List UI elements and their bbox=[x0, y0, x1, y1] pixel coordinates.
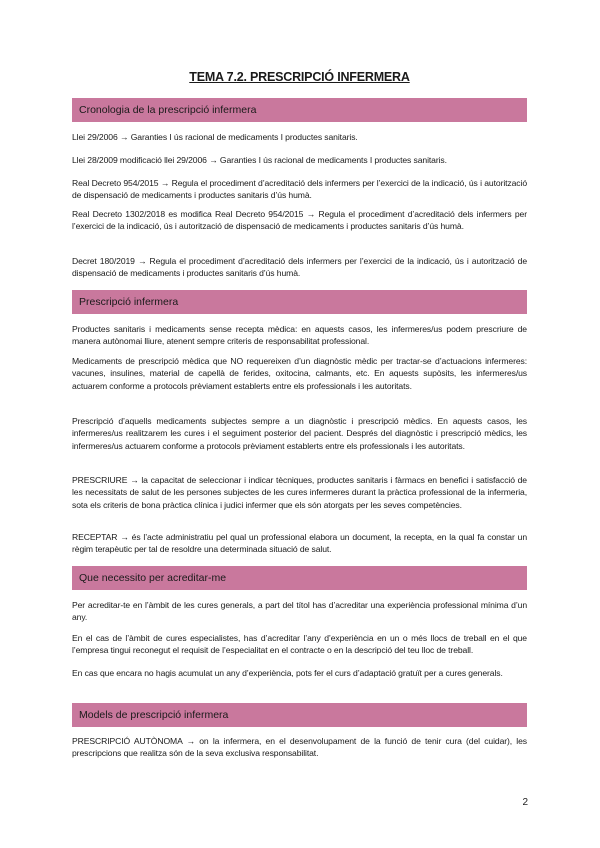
paragraph: Llei 29/2006 → Garanties I ús racional de medicaments I productes sanitaris. bbox=[72, 132, 358, 142]
paragraph: Real Decreto 954/2015 → Regula el procediment d’acreditació dels infermers per l’exercici de la indicació, ús i autorització de dispensació de medicaments i productes sanitaris d’ús humà. bbox=[72, 178, 527, 201]
paragraph: Decret 180/2019 → Regula el procediment d’acreditació dels infermers per l’exercici de la indicació, ús i autorització de dispensació de medicaments i productes sanitaris d’ús humà. bbox=[72, 256, 527, 279]
paragraph: Prescripció d’aquells medicaments subjectes sempre a un diagnòstic i prescripció mèdics. En aquests casos, les infermeres/us realitzarem les cures i el seguiment posterior del pacient. Després del diagnòstic i prescripció mèdics, les infermeres/us actuarem conforme a protocols prèviament establerts entre els professionals i les autoritats. bbox=[72, 416, 527, 451]
section-heading-cronologia: Cronologia de la prescripció infermera bbox=[72, 98, 527, 122]
section-heading-prescripcio: Prescripció infermera bbox=[72, 290, 527, 314]
paragraph: Llei 28/2009 modificació llei 29/2006 → Garanties I ús racional de medicaments I productes sanitaris. bbox=[72, 155, 447, 165]
paragraph: Per acreditar-te en l’àmbit de les cures generals, a part del títol has d’acreditar una experiència professional mínima d’un any. bbox=[72, 600, 527, 623]
paragraph: En el cas de l’àmbit de cures especialistes, has d’acreditar l’any d’experiència en un o més llocs de treball en el que l’empresa tingui reconegut el requisit de l’especialitat en el contracte o en la descripció del teu lloc de treball. bbox=[72, 633, 527, 656]
page-number: 2 bbox=[522, 797, 528, 808]
section-heading-acreditar: Que necessito per acreditar-me bbox=[72, 566, 527, 590]
paragraph: PRESCRIURE → la capacitat de seleccionar i indicar tècniques, productes sanitaris i fàrmacs en benefici i satisfacció de les necessitats de salut de les persones subjectes de les cures infermeres durant la pràctica professional de la infermeria, sota els criteris de bona pràctica clínica i judici infermer que els són atorgats per les seves competències. bbox=[72, 475, 527, 510]
section-heading-models: Models de prescripció infermera bbox=[72, 703, 527, 727]
paragraph: En cas que encara no hagis acumulat un any d’experiència, pots fer el curs d’adaptació gratuït per a cures generals. bbox=[72, 668, 503, 678]
paragraph: Medicaments de prescripció mèdica que NO requereixen d’un diagnòstic mèdic per tractar-se d’actuacions infermeres: vacunes, insulines, material de capellà de ferides, oxitocina, calmants, etc. En aquests supòsits, les infermeres/us actuarem conforme a protocols prèviament establerts entre els professionals i les autoritats. bbox=[72, 356, 527, 391]
page-title: TEMA 7.2. PRESCRIPCIÓ INFERMERA bbox=[189, 70, 410, 84]
paragraph: PRESCRIPCIÓ AUTÒNOMA → on la infermera, en el desenvolupament de la funció de tenir cura (del cuidar), les prescripcions que realitza són de la seva exclusiva responsabilitat. bbox=[72, 736, 527, 759]
paragraph: Real Decreto 1302/2018 es modifica Real Decreto 954/2015 → Regula el procediment d’acreditació dels infermers per l’exercici de la indicació, ús i autorització de dispensació de medicaments i productes sanitaris d’ús humà. bbox=[72, 209, 527, 232]
paragraph: RECEPTAR → és l’acte administratiu pel qual un professional elabora un document, la recepta, en la qual fa constar un règim terapèutic per tal de resoldre una determinada situació de salut. bbox=[72, 532, 527, 555]
paragraph: Productes sanitaris i medicaments sense recepta mèdica: en aquests casos, les infermeres/us podem prescriure de manera autònomai lliure, atenent sempre criteris de responsabilitat professional. bbox=[72, 324, 527, 347]
